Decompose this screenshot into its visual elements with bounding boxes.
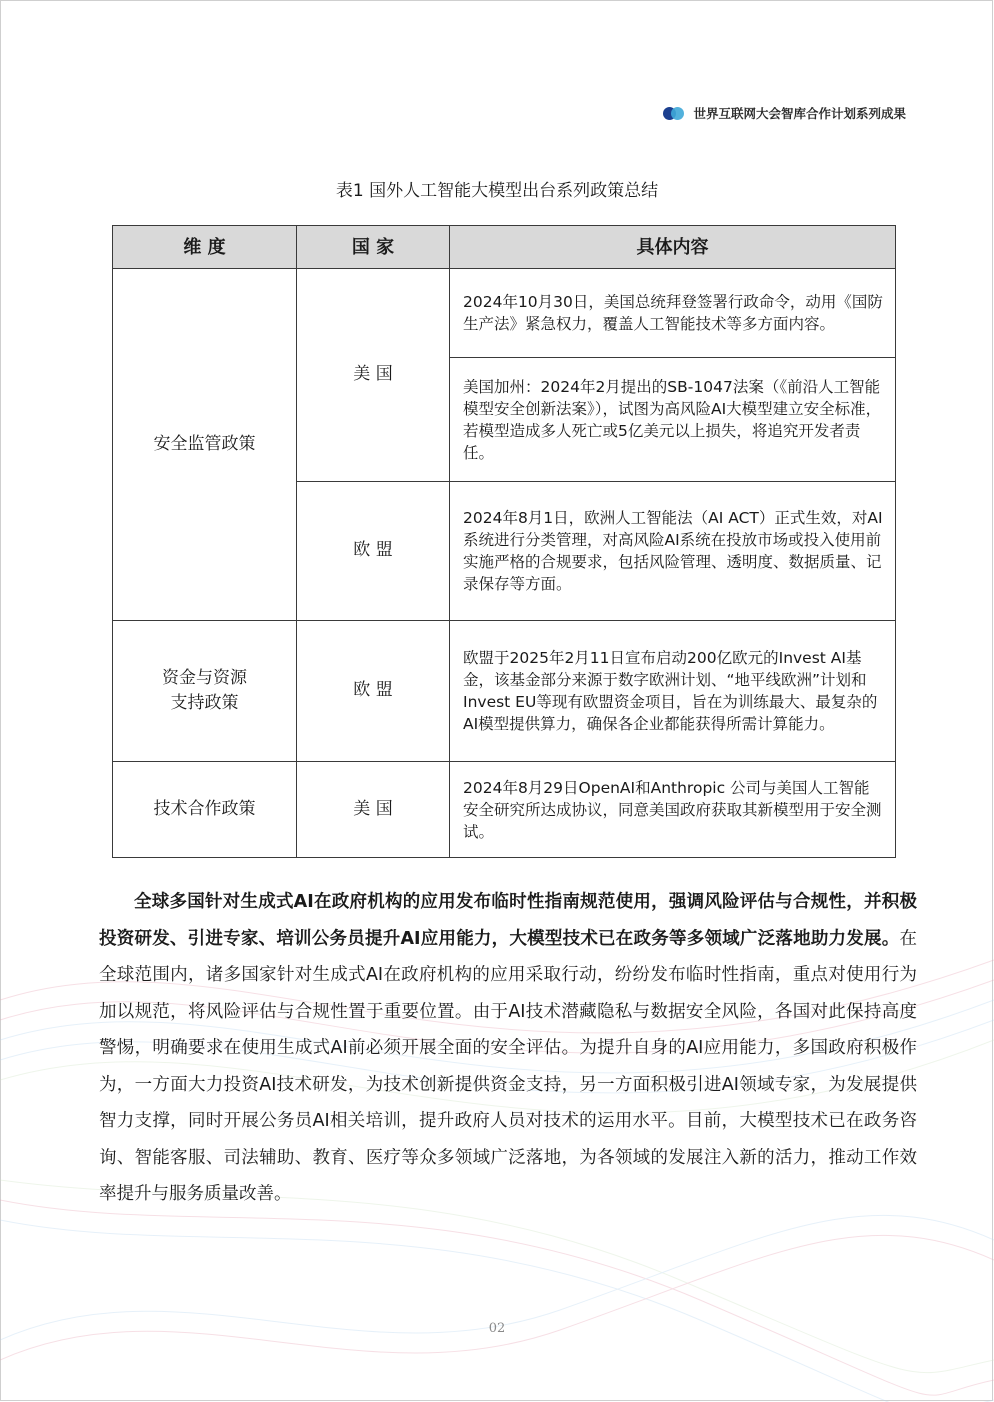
content-cell: 欧盟于2025年2月11日宣布启动200亿欧元的Invest AI基金，该基金部分来源于数字欧洲计划、“地平线欧洲”计划和Invest EU等现有欧盟资金项目，旨在为训练最大、最复杂的AI模型提供算力，确保各企业都能获得所需计算能力。 bbox=[450, 621, 896, 762]
body-text: 在全球范围内，诸多国家针对生成式AI在政府机构的应用采取行动，纷纷发布临时性指南，重点对使用行为加以规范，将风险评估与合规性置于重要位置。由于AI技术潜藏隐私与数据安全风险，各国对此保持高度警惕，明确要求在使用生成式AI前必须开展全面的安全评估。为提升自身的AI应用能力，多国政府积极作为，一方面大力投资AI技术研发，为技术创新提供资金支持，另一方面积极引进AI领域专家，为发展提供智力支撑，同时开展公务员AI相关培训，提升政府人员对技术的运用水平。目前，大模型技术已在政务咨询、智能客服、司法辅助、教育、医疗等众多领域广泛落地，为各领域的发展注入新的活力，推动工作效率提升与服务质量改善。 bbox=[99, 928, 917, 1204]
page-number: 02 bbox=[488, 1321, 506, 1336]
table-row bbox=[113, 762, 896, 858]
country-cell: 欧 盟 bbox=[297, 621, 450, 762]
dimension-line: 支持政策 bbox=[170, 693, 239, 713]
table-row bbox=[113, 621, 896, 762]
header-brand bbox=[663, 104, 906, 122]
column-header-country: 国 家 bbox=[297, 226, 450, 269]
table-row bbox=[113, 269, 896, 358]
dimension-cell bbox=[113, 621, 297, 762]
column-header-dimension: 维 度 bbox=[113, 226, 297, 269]
country-cell: 欧 盟 bbox=[297, 482, 450, 621]
column-header-content: 具体内容 bbox=[450, 226, 896, 269]
dimension-line: 资金与资源 bbox=[162, 667, 247, 688]
body-bold-lead: 全球多国针对生成式AI在政府机构的应用发布临时性指南规范使用，强调风险评估与合规性，并积极投资研发、引进专家、培训公务员提升AI应用能力，大模型技术已在政务等多领域广泛落地助力发展。 bbox=[99, 892, 917, 949]
brand-text: 世界互联网大会智库合作计划系列成果 bbox=[693, 106, 906, 121]
content-cell: 2024年8月1日，欧洲人工智能法（AI ACT）正式生效，对AI系统进行分类管理，对高风险AI系统在投放市场或投入使用前实施严格的合规要求，包括风险管理、透明度、数据质量、记录保存等方面。 bbox=[450, 482, 896, 621]
country-cell: 美 国 bbox=[297, 762, 450, 858]
dimension-cell: 安全监管政策 bbox=[113, 269, 297, 621]
dimension-cell: 技术合作政策 bbox=[113, 762, 297, 858]
policy-table bbox=[112, 225, 896, 858]
brand-logo-icon bbox=[663, 107, 685, 120]
content-cell: 美国加州：2024年2月提出的SB-1047法案（《前沿人工智能模型安全创新法案》），试图为高风险AI大模型建立安全标准，若模型造成多人死亡或5亿美元以上损失，将追究开发者责任。 bbox=[450, 358, 896, 482]
content-cell: 2024年8月29日OpenAI和Anthropic 公司与美国人工智能安全研究所达成协议，同意美国政府获取其新模型用于安全测试。 bbox=[450, 762, 896, 858]
content-cell: 2024年10月30日，美国总统拜登签署行政命令，动用《国防生产法》紧急权力，覆盖人工智能技术等多方面内容。 bbox=[450, 269, 896, 358]
body-paragraph bbox=[99, 884, 917, 1213]
country-cell: 美 国 bbox=[297, 269, 450, 482]
table-caption: 表1 国外人工智能大模型出台系列政策总结 bbox=[335, 181, 659, 201]
table-header-row bbox=[113, 226, 896, 269]
